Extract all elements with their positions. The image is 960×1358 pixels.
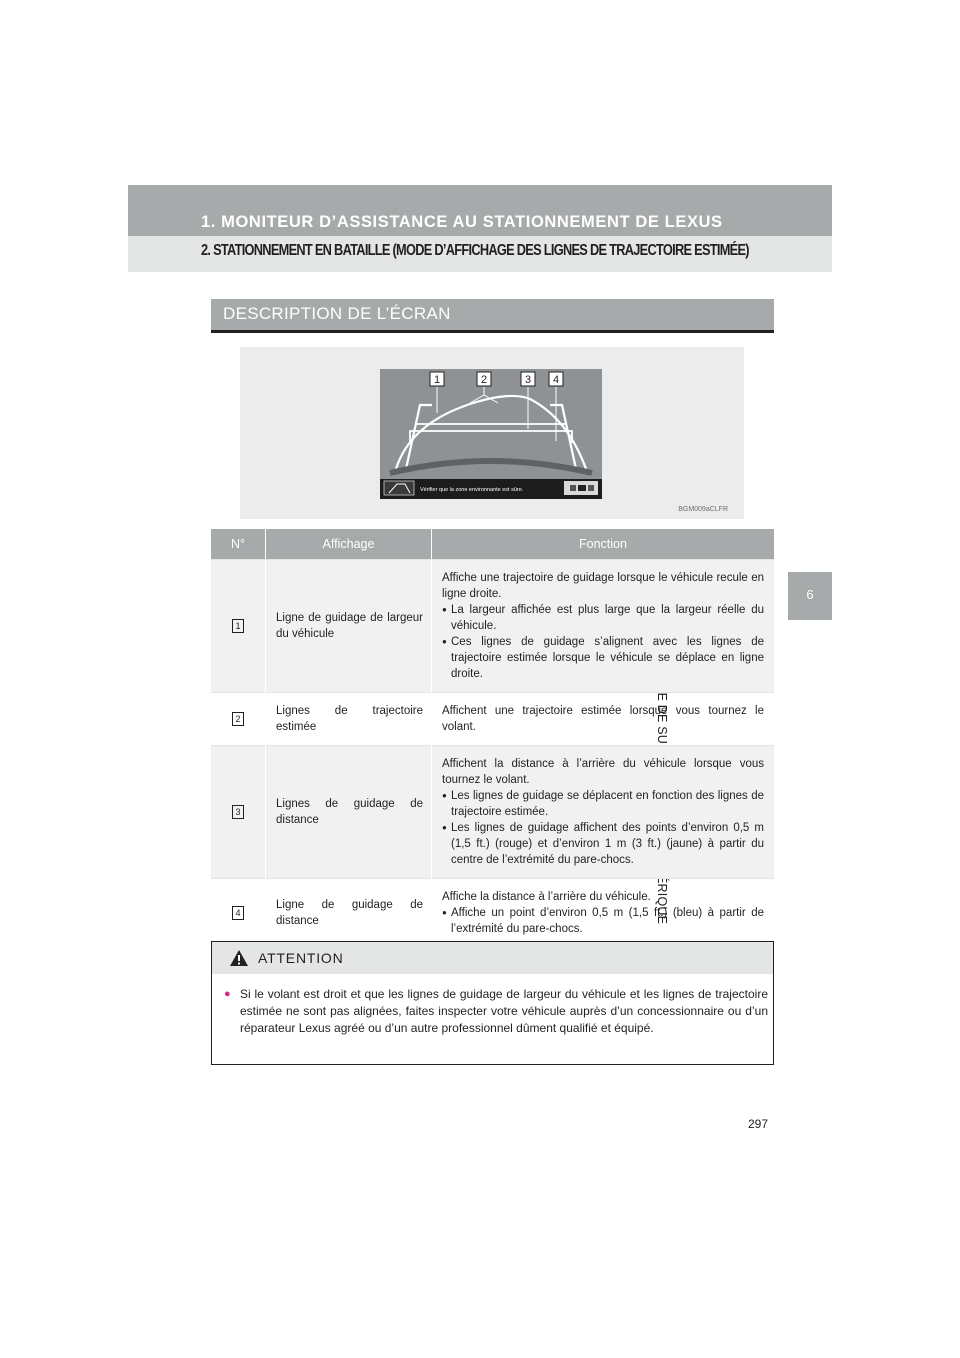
callout-4: [549, 372, 563, 386]
figure-caption: BGM009aCLFR: [678, 506, 728, 513]
row-function: [432, 879, 774, 947]
chapter-header: [128, 185, 832, 236]
row-function-intro: Affiche la distance à l’arrière du véhicule.: [442, 891, 651, 903]
row-number: 3: [232, 805, 244, 819]
callout-4-label: 4: [552, 374, 560, 386]
bullet-dot-icon: ●: [224, 988, 231, 1000]
screen-description-title: [211, 299, 774, 333]
callout-1-label: 1: [433, 374, 441, 386]
row-number: 4: [232, 906, 244, 920]
callout-2: [477, 372, 491, 386]
row-function: [432, 560, 774, 692]
row-display: Ligne de guidage de distance: [276, 899, 423, 927]
callout-1: [430, 372, 444, 386]
chapter-tab: [788, 572, 832, 620]
table-row: [211, 746, 774, 879]
column-header-function: Fonction: [432, 529, 775, 560]
row-function-bullet: ● Ces lignes de guidage s’alignent avec les lignes de trajectoire estimée lorsque le véhicule se déplace en ligne droite.: [442, 634, 764, 682]
row-function: [432, 746, 774, 878]
row-display: Lignes de trajectoire estimée: [276, 705, 423, 733]
display-function-table: [211, 529, 774, 947]
chapter-title: 1. MONITEUR D’ASSISTANCE AU STATIONNEMENT DE LEXUS: [201, 213, 723, 231]
row-function-intro: Affichent la distance à l’arrière du véhicule lorsque vous tournez le volant.: [442, 758, 764, 786]
screen-message: Vérifier que la zone environnante est sûre.: [420, 487, 524, 493]
attention-title: ATTENTION: [258, 950, 344, 966]
section-header: [128, 236, 832, 272]
callout-3-label: 3: [524, 374, 532, 386]
row-function-bullet: ● Les lignes de guidage se déplacent en fonction des lignes de trajectoire estimée.: [442, 788, 764, 820]
row-display: Ligne de guidage de largeur du véhicule: [276, 612, 423, 640]
row-function: [432, 693, 774, 745]
column-header-number: N°: [211, 529, 266, 560]
row-function-intro: Affiche une trajectoire de guidage lorsque le véhicule recule en ligne droite.: [442, 572, 764, 600]
page-number: 297: [748, 1117, 769, 1131]
warning-triangle-icon: [229, 949, 249, 967]
attention-box: [211, 941, 774, 1065]
table-row: [211, 560, 774, 693]
camera-screen-figure: [240, 347, 744, 519]
screen-description-title-text: DESCRIPTION DE L’ÉCRAN: [223, 304, 451, 323]
row-function-bullet: ● Les lignes de guidage affichent des points d’environ 0,5 m (1,5 ft.) (rouge) et d’environ 1 m (3 ft.) (jaune) à partir du centre de l’extrémité du pare-chocs.: [442, 820, 764, 868]
row-function-intro: Affichent une trajectoire estimée lorsque vous tournez le volant.: [442, 705, 764, 733]
chapter-tab-number: 6: [806, 587, 814, 602]
row-function-bullet: ● La largeur affichée est plus large que la largeur réelle du véhicule.: [442, 602, 764, 634]
callout-3: [521, 372, 535, 386]
row-display: Lignes de guidage de distance: [276, 798, 423, 826]
row-number: 2: [232, 712, 244, 726]
table-row: [211, 693, 774, 746]
section-title-header: 2. STATIONNEMENT EN BATAILLE (MODE D’AFFICHAGE DES LIGNES DE TRAJECTOIRE ESTIMÉE): [201, 242, 749, 259]
row-function-bullet: ● Affiche un point d’environ 0,5 m (1,5 ft.) (bleu) à partir de l’extrémité du pare-chocs.: [442, 905, 764, 937]
attention-body: [224, 986, 768, 1037]
row-number: 1: [232, 619, 244, 633]
attention-text: Si le volant est droit et que les lignes de guidage de largeur du véhicule et les lignes de trajectoire estimée ne sont pas alignées, faites inspecter votre véhicule auprès d’un concessionnaire ou d’un réparateur Lexus agréé ou d’un autre professionnel dûment qualifié et équipé.: [240, 987, 768, 1035]
table-row: [211, 879, 774, 948]
column-header-display: Affichage: [266, 529, 432, 560]
attention-header: [212, 942, 773, 974]
callout-2-label: 2: [480, 374, 488, 386]
camera-screen-illustration: [380, 369, 602, 499]
chapter-side-label: [796, 640, 826, 910]
